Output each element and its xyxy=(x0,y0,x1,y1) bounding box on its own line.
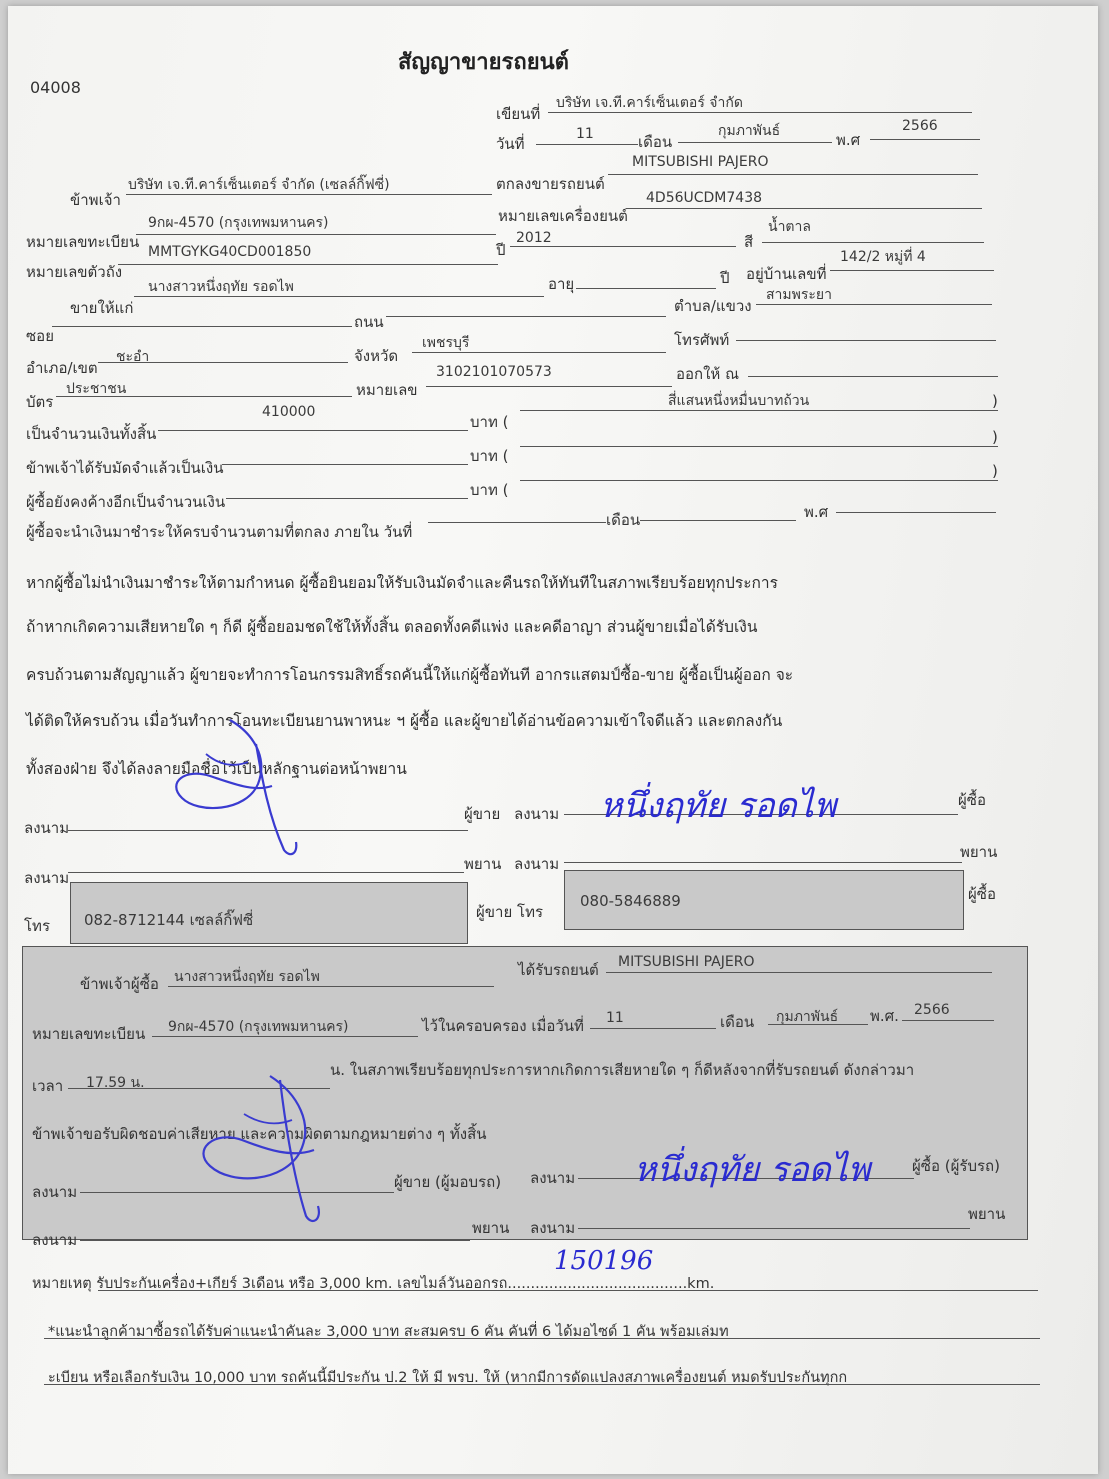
month-line xyxy=(678,142,832,143)
receipt-witness2-label: ลงนาม xyxy=(530,1219,576,1237)
road-label: ถนน xyxy=(354,313,384,331)
deposit-line xyxy=(222,464,468,465)
written-at-line xyxy=(548,112,972,113)
receipt-year-label: พ.ศ. xyxy=(870,1007,899,1025)
pay-by-label: ผู้ซื้อจะนำเงินมาชำระให้ครบจำนวนตามที่ตกลง ภายใน วันที่ xyxy=(26,523,413,541)
year-label: พ.ศ xyxy=(836,131,861,149)
phone-line xyxy=(736,340,996,341)
remain-line xyxy=(226,498,468,499)
seller-phone-value[interactable]: 082-8712144 เซลล์กิ๊ฟซี่ xyxy=(84,911,254,929)
receipt-buyer-value[interactable]: นางสาวหนึ่งฤทัย รอดไพ xyxy=(174,969,320,985)
note-line-2-underline xyxy=(44,1338,1040,1339)
received-car-line xyxy=(606,972,992,973)
receipt-witness2-line xyxy=(578,1228,970,1229)
address-line xyxy=(830,270,994,271)
province-line xyxy=(412,352,666,353)
received-label: ได้รับรถยนต์ xyxy=(518,961,599,979)
written-at-value[interactable]: บริษัท เจ.ที.คาร์เซ็นเตอร์ จำกัด xyxy=(556,95,743,111)
mileage-handwritten[interactable]: 150196 xyxy=(554,1246,654,1276)
document-number: 04008 xyxy=(30,78,81,97)
engine-label: หมายเลขเครื่องยนต์ xyxy=(498,207,628,225)
seller-label: ข้าพเจ้า xyxy=(70,191,121,209)
time-value[interactable]: 17.59 น. xyxy=(86,1075,145,1091)
receipt-buyer-role: ผู้ซื้อ (ผู้รับรถ) xyxy=(912,1157,1000,1175)
liability-text: ข้าพเจ้าขอรับผิดชอบค่าเสียหาย และความผิดตามกฎหมายต่าง ๆ ทั้งสิ้น xyxy=(32,1125,487,1143)
receipt-plate-line xyxy=(152,1036,418,1037)
receipt-box xyxy=(22,946,1028,1240)
witness2-sign-line xyxy=(564,862,962,863)
receipt-month-label: เดือน xyxy=(720,1013,755,1031)
seller-signature-2 xyxy=(188,1070,358,1230)
id-line xyxy=(426,386,672,387)
issued-line xyxy=(748,376,998,377)
seller-phone-label: ผู้ขาย โทร xyxy=(476,903,544,921)
witness1-role: พยาน xyxy=(464,855,502,873)
paren-close-1: ) xyxy=(992,392,998,410)
possession-label: ไว้ในครอบครอง เมื่อวันที่ xyxy=(422,1017,584,1035)
day-value[interactable]: 11 xyxy=(576,126,594,142)
road-line xyxy=(386,316,666,317)
soi-label: ซอย xyxy=(26,327,54,345)
deposit-label: ข้าพเจ้าได้รับมัดจำแล้วเป็นเงิน xyxy=(26,459,224,477)
seller-sign-label: ลงนาม xyxy=(24,819,70,837)
card-value[interactable]: ประชาชน xyxy=(66,381,127,397)
engine-value[interactable]: 4D56UCDM7438 xyxy=(646,190,763,206)
receipt-witness1-label: ลงนาม xyxy=(32,1231,78,1249)
subdistrict-line xyxy=(756,304,992,305)
receipt-plate-value[interactable]: 9กผ-4570 (กรุงเทพมหานคร) xyxy=(168,1019,349,1035)
address-value[interactable]: 142/2 หมู่ที่ 4 xyxy=(840,249,926,265)
receipt-buyer-line xyxy=(168,986,494,987)
model-year-label: ปี xyxy=(496,241,506,259)
contract-paper xyxy=(8,6,1098,1474)
year-line xyxy=(870,139,980,140)
pay-month-label: เดือน xyxy=(606,511,641,529)
seller-signature-1 xyxy=(158,714,318,864)
total-words-line xyxy=(520,410,998,411)
seller-sign-role: ผู้ขาย xyxy=(464,805,501,823)
engine-line xyxy=(626,208,982,209)
remark-underline xyxy=(98,1290,1038,1291)
receipt-day[interactable]: 11 xyxy=(606,1010,624,1026)
total-line xyxy=(158,430,468,431)
phone-label-left: โทร xyxy=(24,917,51,935)
deposit-words-line xyxy=(520,446,998,447)
district-value[interactable]: ชะอำ xyxy=(116,349,150,365)
witness1-sign-label: ลงนาม xyxy=(24,869,70,887)
model-year-value[interactable]: 2012 xyxy=(516,230,552,246)
card-line xyxy=(56,396,352,397)
color-value[interactable]: น้ำตาล xyxy=(768,219,811,235)
total-words[interactable]: สี่แสนหนึ่งหมื่นบาทถ้วน xyxy=(668,393,810,409)
condition-text: น. ในสภาพเรียบร้อยทุกประการหากเกิดการเสียหายใด ๆ ก็ดีหลังจากที่รับรถยนต์ ดังกล่าวมา xyxy=(330,1061,915,1079)
receipt-month-line xyxy=(768,1024,868,1025)
remain-words-line xyxy=(520,480,998,481)
receipt-buyer-sign-label: ลงนาม xyxy=(530,1169,576,1187)
chassis-line xyxy=(118,264,498,265)
district-label: อำเภอ/เขต xyxy=(26,359,98,377)
receipt-seller-sign-label: ลงนาม xyxy=(32,1183,78,1201)
receipt-witness1-role: พยาน xyxy=(472,1219,510,1237)
car-value[interactable]: MITSUBISHI PAJERO xyxy=(632,154,769,170)
receipt-witness1-line xyxy=(80,1240,470,1241)
age-line xyxy=(576,288,716,289)
buyer-sign-label: ลงนาม xyxy=(514,805,560,823)
time-label: เวลา xyxy=(32,1077,64,1095)
receipt-year[interactable]: 2566 xyxy=(914,1002,950,1018)
remark-line: หมายเหตุ รับประกันเครื่อง+เกียร์ 3เดือน หรือ 3,000 km. เลขไมล์วันออกรถ.......................................km. xyxy=(32,1276,715,1292)
card-label: บัตร xyxy=(26,393,54,411)
receipt-month[interactable]: กุมภาพันธ์ xyxy=(776,1009,839,1025)
written-at-label: เขียนที่ xyxy=(496,105,541,123)
note-line-2: *แนะนำลูกค้ามาซื้อรถได้รับค่าแนะนำคันละ 3,000 บาท สะสมครบ 6 คัน คันที่ 6 ได้มอไซด์ 1 คัน พร้อมเล่มท xyxy=(48,1324,729,1340)
total-value[interactable]: 410000 xyxy=(262,404,316,420)
subdistrict-label: ตำบล/แขวง xyxy=(674,297,752,315)
plate-value[interactable]: 9กผ-4570 (กรุงเทพมหานคร) xyxy=(148,215,329,231)
receipt-witness2-role: พยาน xyxy=(968,1205,1006,1223)
page-title: สัญญาขายรถยนต์ xyxy=(398,50,569,75)
note-line-3: ะเบียน หรือเลือกรับเงิน 10,000 บาท รถคันนี้มีประกัน ป.2 ให้ มี พรบ. ให้ (หากมีการดัดแปลงสภาพเครื่องยนต์ หมดรับประกันทุกก xyxy=(48,1370,848,1386)
pay-year-label: พ.ศ xyxy=(804,503,829,521)
buyer-line xyxy=(134,296,544,297)
province-label: จังหวัด xyxy=(354,347,399,365)
terms-line-3: ครบถ้วนตามสัญญาแล้ว ผู้ขายจะทำการโอนกรรมสิทธิ์รถคันนี้ให้แก่ผู้ซื้อทันที อากรแสตมป์ซื้อ-ขาย ผู้ซื้อเป็นผู้ออก จะ xyxy=(26,666,794,684)
chassis-value[interactable]: MMTGYKG40CD001850 xyxy=(148,244,312,260)
buyer-phone-value[interactable]: 080-5846889 xyxy=(580,892,681,910)
phone-label: โทรศัพท์ xyxy=(674,331,730,349)
paren-close-2: ) xyxy=(992,428,998,446)
terms-line-2: ถ้าหากเกิดความเสียหายใด ๆ ก็ดี ผู้ซื้อยอมชดใช้ให้ทั้งสิ้น ตลอดทั้งคดีแพ่ง และคดีอาญา ส่วนผู้ขายเมื่อได้รับเงิน xyxy=(26,618,758,636)
pay-day-line xyxy=(428,522,606,523)
pay-year-line xyxy=(836,512,996,513)
terms-line-4: ได้ติดให้ครบถ้วน เมื่อวันทำการโอนทะเบียนยานพาหนะ ฯ ผู้ซื้อ และผู้ขายได้อ่านข้อความเข้าใจดีแล้ว และตกลงกัน xyxy=(26,712,783,730)
address-label: อยู่บ้านเลขที่ xyxy=(746,265,827,283)
issued-label: ออกให้ ณ xyxy=(676,365,739,383)
receipt-year-line xyxy=(902,1020,994,1021)
total-baht: บาท ( xyxy=(470,413,509,431)
seller-value[interactable]: บริษัท เจ.ที.คาร์เซ็นเตอร์ จำกัด (เซลล์กิ๊ฟซี่) xyxy=(128,177,390,193)
model-year-line xyxy=(510,246,736,247)
province-value[interactable]: เพชรบุรี xyxy=(422,335,470,351)
age-label: อายุ xyxy=(548,275,575,293)
seller-line xyxy=(126,194,492,195)
buyer-label: ขายให้แก่ xyxy=(70,299,134,317)
age-unit: ปี xyxy=(720,269,730,287)
witness2-sign-label: ลงนาม xyxy=(514,855,560,873)
receipt-buyer-label: ข้าพเจ้าผู้ซื้อ xyxy=(80,975,159,993)
color-label: สี xyxy=(744,233,754,251)
chassis-label: หมายเลขตัวถัง xyxy=(26,263,123,281)
color-line xyxy=(762,242,984,243)
buyer-value[interactable]: นางสาวหนึ่งฤทัย รอดไพ xyxy=(148,279,294,295)
subdistrict-value[interactable]: สามพระยา xyxy=(766,287,832,303)
remain-label: ผู้ซื้อยังคงค้างอีกเป็นจำนวนเงิน xyxy=(26,493,226,511)
pay-month-line xyxy=(640,520,796,521)
witness2-role: พยาน xyxy=(960,843,998,861)
soi-line xyxy=(52,326,352,327)
terms-line-1: หากผู้ซื้อไม่นำเงินมาชำระให้ตามกำหนด ผู้ซื้อยินยอมให้รับเงินมัดจำและคืนรถให้ทันทีในสภาพเรียบร้อยทุกประการ xyxy=(26,574,778,592)
received-car[interactable]: MITSUBISHI PAJERO xyxy=(618,954,755,970)
terms-line-5: ทั้งสองฝ่าย จึงได้ลงลายมือชื่อไว้เป็นหลักฐานต่อหน้าพยาน xyxy=(26,760,407,778)
witness1-sign-line xyxy=(68,872,464,873)
district-line xyxy=(98,362,348,363)
day-line xyxy=(536,144,638,145)
buyer-phone-role: ผู้ซื้อ xyxy=(968,885,996,903)
buyer-signature-1: หนึ่งฤทัย รอดไพ xyxy=(600,786,837,826)
buyer-sign-role: ผู้ซื้อ xyxy=(958,791,986,809)
receipt-day-line xyxy=(590,1028,716,1029)
receipt-plate-label: หมายเลขทะเบียน xyxy=(32,1025,146,1043)
id-label: หมายเลข xyxy=(356,381,418,399)
agree-label: ตกลงขายรถยนต์ xyxy=(496,175,605,193)
id-value[interactable]: 3102101070573 xyxy=(436,364,552,380)
date-label: วันที่ xyxy=(496,135,525,153)
car-line xyxy=(608,174,978,175)
note-line-3-underline xyxy=(44,1384,1040,1385)
receipt-seller-role: ผู้ขาย (ผู้มอบรถ) xyxy=(394,1173,502,1191)
remain-baht: บาท ( xyxy=(470,481,509,499)
month-value[interactable]: กุมภาพันธ์ xyxy=(718,123,781,139)
plate-line xyxy=(136,234,496,235)
deposit-baht: บาท ( xyxy=(470,447,509,465)
paren-close-3: ) xyxy=(992,462,998,480)
buyer-signature-2: หนึ่งฤทัย รอดไพ xyxy=(634,1150,871,1190)
plate-label: หมายเลขทะเบียน xyxy=(26,233,140,251)
total-label: เป็นจำนวนเงินทั้งสิ้น xyxy=(26,425,157,443)
month-label: เดือน xyxy=(638,133,673,151)
year-value[interactable]: 2566 xyxy=(902,118,938,134)
